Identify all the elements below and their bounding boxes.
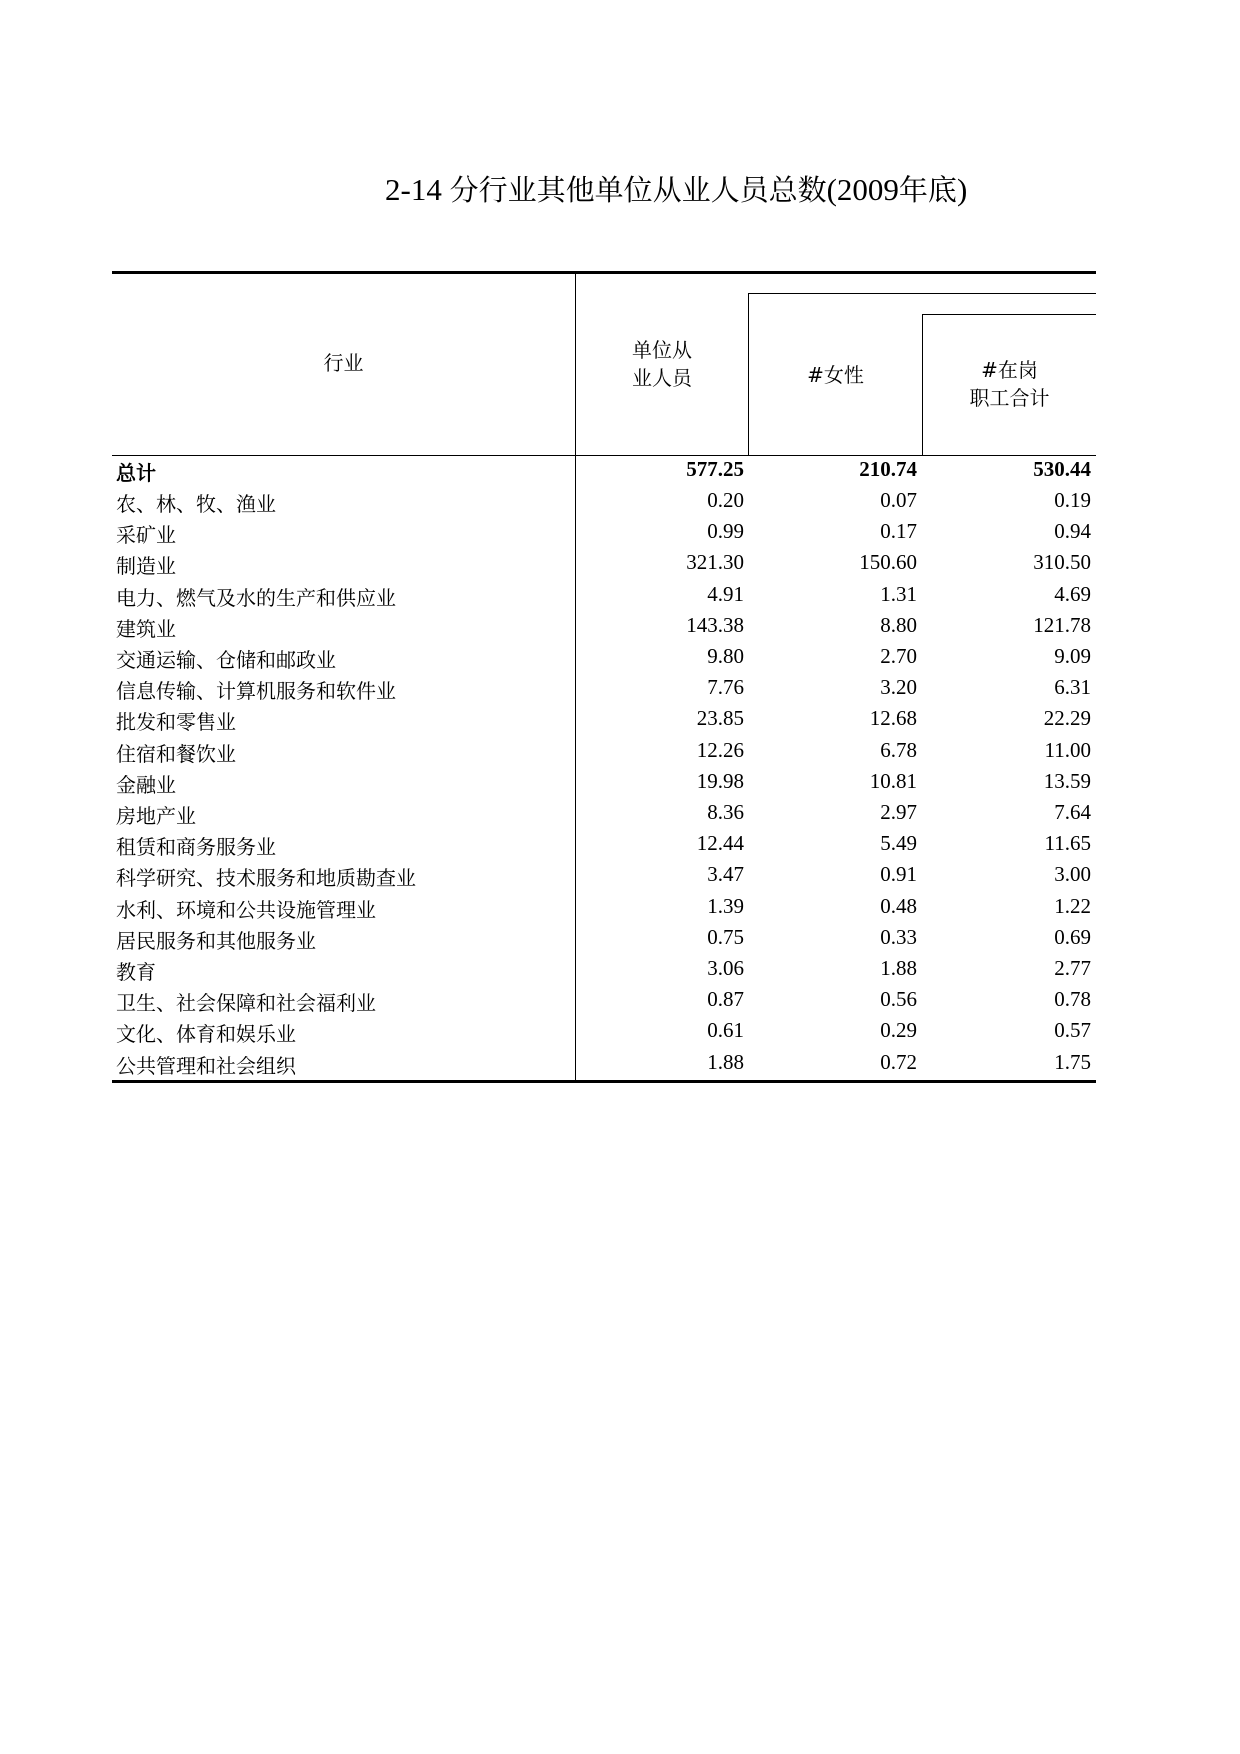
employees-value: 3.06 (707, 956, 744, 980)
on-post-value: 121.78 (1033, 612, 1091, 637)
employees-value: 0.75 (707, 924, 744, 949)
table-row (0, 923, 1240, 954)
female-value: 5.49 (880, 831, 917, 856)
employees-value: 7.76 (707, 675, 744, 700)
employees-value: 0.87 (707, 987, 744, 1012)
row-label: 住宿和餐饮业 (116, 741, 236, 766)
employees-value: 577.25 (686, 457, 744, 481)
table-top-rule (112, 271, 1096, 274)
title-close-paren: ) (956, 172, 968, 207)
table-row (0, 580, 1240, 611)
employees-value: 8.36 (707, 800, 744, 824)
row-label: 房地产业 (116, 804, 196, 828)
employees-value: 19.98 (696, 768, 744, 793)
title-text: 分行业其他单位从业人员总数 (449, 173, 827, 207)
female-header-overline (748, 293, 1096, 294)
female-value: 2.70 (880, 644, 917, 668)
female-value: 210.74 (859, 457, 917, 481)
on-post-value: 11.00 (1044, 737, 1091, 762)
employees-value: 23.85 (696, 706, 744, 731)
total-row (0, 455, 1240, 486)
table-row (0, 486, 1240, 517)
employees-value: 9.80 (707, 644, 744, 668)
header-on-post-line2: 职工合计 (969, 386, 1050, 410)
employees-value: 0.99 (707, 519, 744, 544)
on-post-value: 13.59 (1043, 768, 1091, 793)
table-row (0, 892, 1240, 923)
female-value: 0.56 (880, 987, 917, 1012)
female-value: 8.80 (880, 612, 917, 637)
female-value: 150.60 (859, 550, 917, 575)
table-row (0, 673, 1240, 704)
row-label: 教育 (116, 960, 156, 984)
table-row (0, 736, 1240, 767)
row-label: 采矿业 (116, 523, 176, 548)
on-post-value: 6.31 (1054, 675, 1091, 700)
row-label: 科学研究、技术服务和地质勘查业 (116, 866, 416, 891)
employees-value: 4.91 (707, 581, 744, 606)
female-value: 0.17 (880, 519, 917, 544)
header-employees-line1: 单位从 (632, 338, 692, 362)
female-value: 0.29 (880, 1018, 917, 1043)
header-industry: 行业 (323, 351, 364, 375)
employees-value: 1.88 (707, 1049, 744, 1074)
row-label: 文化、体育和娱乐业 (116, 1022, 296, 1047)
on-post-value: 0.78 (1054, 987, 1091, 1012)
on-post-value: 4.69 (1054, 581, 1091, 606)
employees-value: 12.26 (696, 737, 744, 762)
header-on-post (923, 356, 1096, 412)
female-value: 0.48 (880, 893, 917, 918)
table-row (0, 1048, 1240, 1079)
row-label: 批发和零售业 (116, 710, 236, 735)
table-row (0, 642, 1240, 673)
on-post-value: 530.44 (1033, 457, 1091, 481)
row-label: 水利、环境和公共设施管理业 (116, 897, 376, 922)
on-post-value: 0.19 (1054, 488, 1091, 512)
female-value: 12.68 (869, 706, 917, 731)
table-row (0, 611, 1240, 642)
table-row (0, 704, 1240, 735)
row-label: 建筑业 (116, 616, 176, 641)
title-year: (2009 (826, 172, 899, 207)
on-post-value: 7.64 (1054, 800, 1091, 824)
on-post-value: 0.57 (1054, 1018, 1091, 1043)
on-post-value: 0.94 (1054, 519, 1091, 544)
row-label: 电力、燃气及水的生产和供应业 (116, 585, 396, 610)
on-post-header-overline (922, 314, 1096, 315)
row-label: 公共管理和社会组织 (116, 1053, 296, 1078)
employees-value: 12.44 (696, 831, 744, 856)
table-bottom-rule (112, 1080, 1096, 1083)
table-row (0, 860, 1240, 891)
female-value: 6.78 (880, 737, 917, 762)
on-post-value: 1.22 (1054, 893, 1091, 918)
employees-value: 143.38 (686, 612, 744, 637)
female-value: 1.88 (880, 956, 917, 980)
page-title (385, 168, 967, 209)
row-label: 农、林、牧、渔业 (116, 492, 276, 516)
on-post-value: 22.29 (1043, 706, 1091, 731)
on-post-value: 1.75 (1054, 1049, 1091, 1074)
table-row (0, 767, 1240, 798)
on-post-value: 2.77 (1054, 956, 1091, 980)
row-label: 卫生、社会保障和社会福利业 (116, 991, 376, 1016)
female-value: 0.72 (880, 1049, 917, 1074)
row-label: 总计 (116, 461, 156, 485)
employees-value: 0.20 (707, 488, 744, 512)
on-post-value: 0.69 (1054, 924, 1091, 949)
table-row (0, 985, 1240, 1016)
title-year-unit: 年底 (898, 173, 957, 207)
female-value: 2.97 (880, 800, 917, 824)
table-row (0, 517, 1240, 548)
title-number: 2-14 (385, 172, 450, 207)
employees-value: 321.30 (686, 550, 744, 575)
header-on-post-line1: #在岗 (981, 358, 1038, 382)
on-post-value: 9.09 (1054, 644, 1091, 668)
on-post-value: 3.00 (1054, 862, 1091, 887)
row-label: 居民服务和其他服务业 (116, 928, 316, 953)
header-employees-line2: 业人员 (632, 366, 692, 390)
on-post-value: 11.65 (1044, 831, 1091, 856)
table-row (0, 1016, 1240, 1047)
female-value: 0.91 (880, 862, 917, 887)
table-row (0, 798, 1240, 829)
employees-value: 1.39 (707, 893, 744, 918)
female-value: 1.31 (880, 581, 917, 606)
row-label: 交通运输、仓储和邮政业 (116, 648, 336, 672)
header-employees (576, 336, 748, 392)
employees-value: 0.61 (707, 1018, 744, 1043)
row-label: 信息传输、计算机服务和软件业 (116, 679, 396, 704)
row-label: 制造业 (116, 554, 176, 579)
female-value: 0.07 (880, 488, 917, 512)
table-row (0, 954, 1240, 985)
female-value: 10.81 (869, 768, 917, 793)
row-label: 租赁和商务服务业 (116, 835, 276, 860)
header-female: #女性 (807, 363, 864, 387)
female-value: 3.20 (880, 675, 917, 700)
table-row (0, 829, 1240, 860)
on-post-value: 310.50 (1033, 550, 1091, 575)
female-value: 0.33 (880, 924, 917, 949)
employees-value: 3.47 (707, 862, 744, 887)
row-label: 金融业 (116, 772, 176, 797)
table-row (0, 548, 1240, 579)
